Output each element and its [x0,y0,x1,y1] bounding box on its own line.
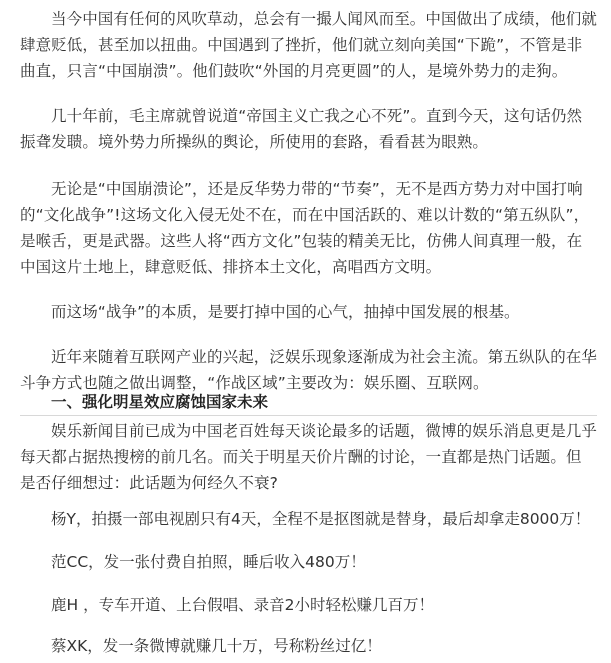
paragraph: 无论是“中国崩溃论”，还是反华势力带的“节奏”，无不是西方势力对中国打响的“文化战争”!这场文化入侵无处不在，而在中国活跃的、难以计数的“第五纵队”，是喉舌，更是武器。这些人将“西方文化”包装的精美无比，仿佛人间真理一般，在中国这片土地上，肆意贬低、排挤本土文化，高唱西方文明。 [20,180,590,276]
paragraph: 而这场“战争”的本质，是要打掉中国的心气，抽掉中国发展的根基。 [51,303,520,321]
section-heading-container [20,389,597,416]
example-line: 范CC，发一张付费自拍照，睡后收入480万！ [51,553,366,571]
paragraph: 娱乐新闻目前已成为中国老百姓每天谈论最多的话题，微博的娱乐消息更是几乎每天都占据热搜榜的前几名。而关于明星天价片酬的讨论，一直都是热门话题。但是否仔细想过：此话题为何经久不衰? [20,422,598,492]
section-heading: 一、强化明星效应腐蚀国家未来 [51,393,269,411]
example-line: 鹿H ，专车开道、上台假唱、录音2小时轻松赚几百万！ [51,596,434,614]
example-line: 蔡XK，发一条微博就赚几十万，号称粉丝过亿！ [51,637,382,655]
paragraph: 近年来随着互联网产业的兴起，泛娱乐现象逐渐成为社会主流。第五纵队的在华斗争方式也随之做出调整，“作战区域”主要改为：娱乐圈、互联网。 [20,348,598,392]
paragraph: 几十年前，毛主席就曾说道“帝国主义亡我之心不死”。直到今天，这句话仍然振聋发聩。境外势力所操纵的舆论，所使用的套路，看看甚为眼熟。 [20,107,583,151]
paragraph: 当今中国有任何的风吹草动，总会有一撮人闻风而至。中国做出了成绩，他们就肆意贬低，甚至加以扭曲。中国遇到了挫折，他们就立刻向美国“下跪”，不管是非曲直，只言“中国崩溃”。他们鼓吹“外国的月亮更圆”的人，是境外势力的走狗。 [20,10,598,80]
example-line: 杨Y，拍摄一部电视剧只有4天，全程不是抠图就是替身，最后却拿走8000万！ [51,510,591,528]
